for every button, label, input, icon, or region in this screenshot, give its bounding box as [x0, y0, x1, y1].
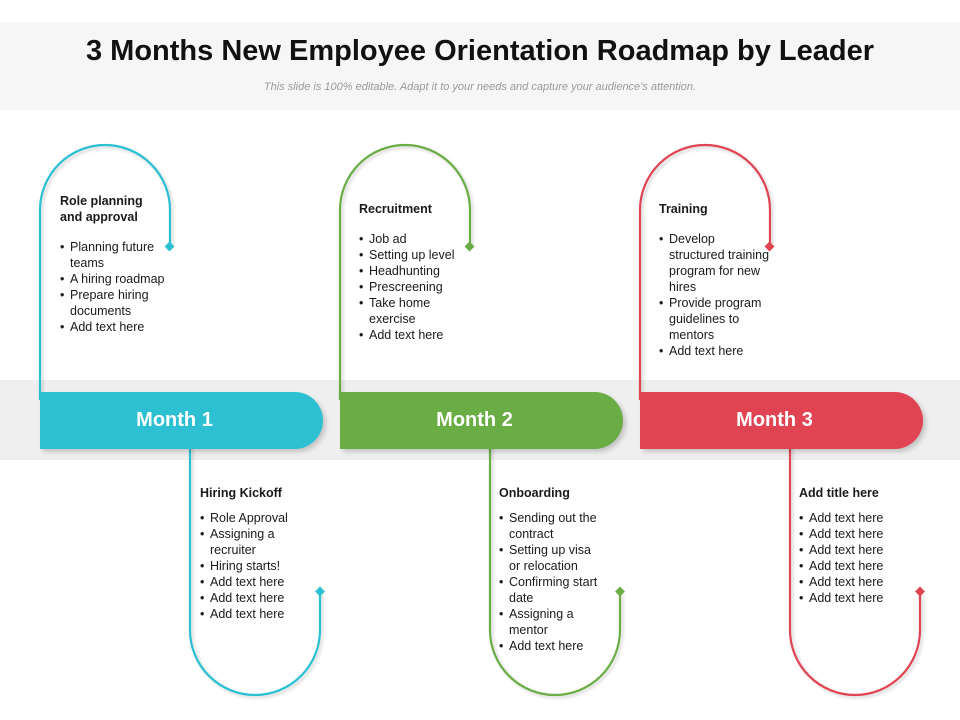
- list-item: • Assigning a mentor: [499, 606, 604, 638]
- list-item: • Add text here: [200, 606, 310, 622]
- list-item: • Provide program guidelines to mentors: [659, 295, 771, 343]
- card-title: Training: [659, 202, 708, 216]
- page-subtitle: This slide is 100% editable. Adapt it to your needs and capture your audience's attention.: [263, 81, 697, 93]
- list-item: • Setting up level: [359, 247, 461, 263]
- list-item: • Add text here: [799, 558, 909, 574]
- list-item: • Add text here: [60, 319, 165, 335]
- card-title: Add title here: [799, 486, 879, 500]
- month-3-bottom-card: [799, 485, 909, 606]
- list-item: • Develop structured training program for new hires: [659, 231, 771, 295]
- month-2-top-card: [359, 201, 461, 343]
- list-item: • A hiring roadmap: [60, 271, 165, 287]
- month-2-bottom-end-dot: [615, 587, 625, 597]
- card-title: Hiring Kickoff: [200, 486, 282, 500]
- list-item: • Confirming start date: [499, 574, 604, 606]
- month-1-label: Month 1: [136, 409, 213, 431]
- card-title: Recruitment: [359, 202, 432, 216]
- list-item: • Add text here: [359, 327, 461, 343]
- month-2-pill: [340, 392, 623, 449]
- card-title: Role planning and approval: [60, 194, 143, 224]
- month-1-pill: [40, 392, 323, 449]
- month-3-top-card: [659, 201, 771, 359]
- list-item: • Job ad: [359, 231, 461, 247]
- list-item: • Prepare hiring documents: [60, 287, 165, 319]
- month-3-pill: [640, 392, 923, 449]
- month-2-top-end-dot: [465, 242, 475, 252]
- list-item: • Take home exercise: [359, 295, 461, 327]
- month-2-label: Month 2: [436, 409, 513, 431]
- list-item: • Add text here: [200, 590, 310, 606]
- month-1-top-end-dot: [165, 242, 175, 252]
- list-item: • Add text here: [799, 542, 909, 558]
- list-item: • Add text here: [799, 590, 909, 606]
- list-item: • Add text here: [799, 574, 909, 590]
- list-item: • Hiring starts!: [200, 558, 310, 574]
- list-item: • Prescreening: [359, 279, 461, 295]
- list-item: • Assigning a recruiter: [200, 526, 310, 558]
- list-item: • Setting up visa or relocation: [499, 542, 604, 574]
- list-item: • Add text here: [499, 638, 604, 654]
- card-title: Onboarding: [499, 486, 570, 500]
- list-item: • Role Approval: [200, 510, 310, 526]
- month-3-label: Month 3: [736, 409, 813, 431]
- month-2-bottom-card: [499, 485, 604, 654]
- month-1-bottom-end-dot: [315, 587, 325, 597]
- list-item: • Add text here: [659, 343, 771, 359]
- list-item: • Headhunting: [359, 263, 461, 279]
- list-item: • Add text here: [799, 526, 909, 542]
- list-item: • Planning future teams: [60, 239, 165, 271]
- page-title: 3 Months New Employee Orientation Roadmap by Leader: [86, 35, 874, 67]
- list-item: • Add text here: [200, 574, 310, 590]
- list-item: • Add text here: [799, 510, 909, 526]
- month-3-bottom-end-dot: [915, 587, 925, 597]
- list-item: • Sending out the contract: [499, 510, 604, 542]
- month-1-top-card: [60, 193, 165, 335]
- month-1-bottom-card: [200, 485, 310, 622]
